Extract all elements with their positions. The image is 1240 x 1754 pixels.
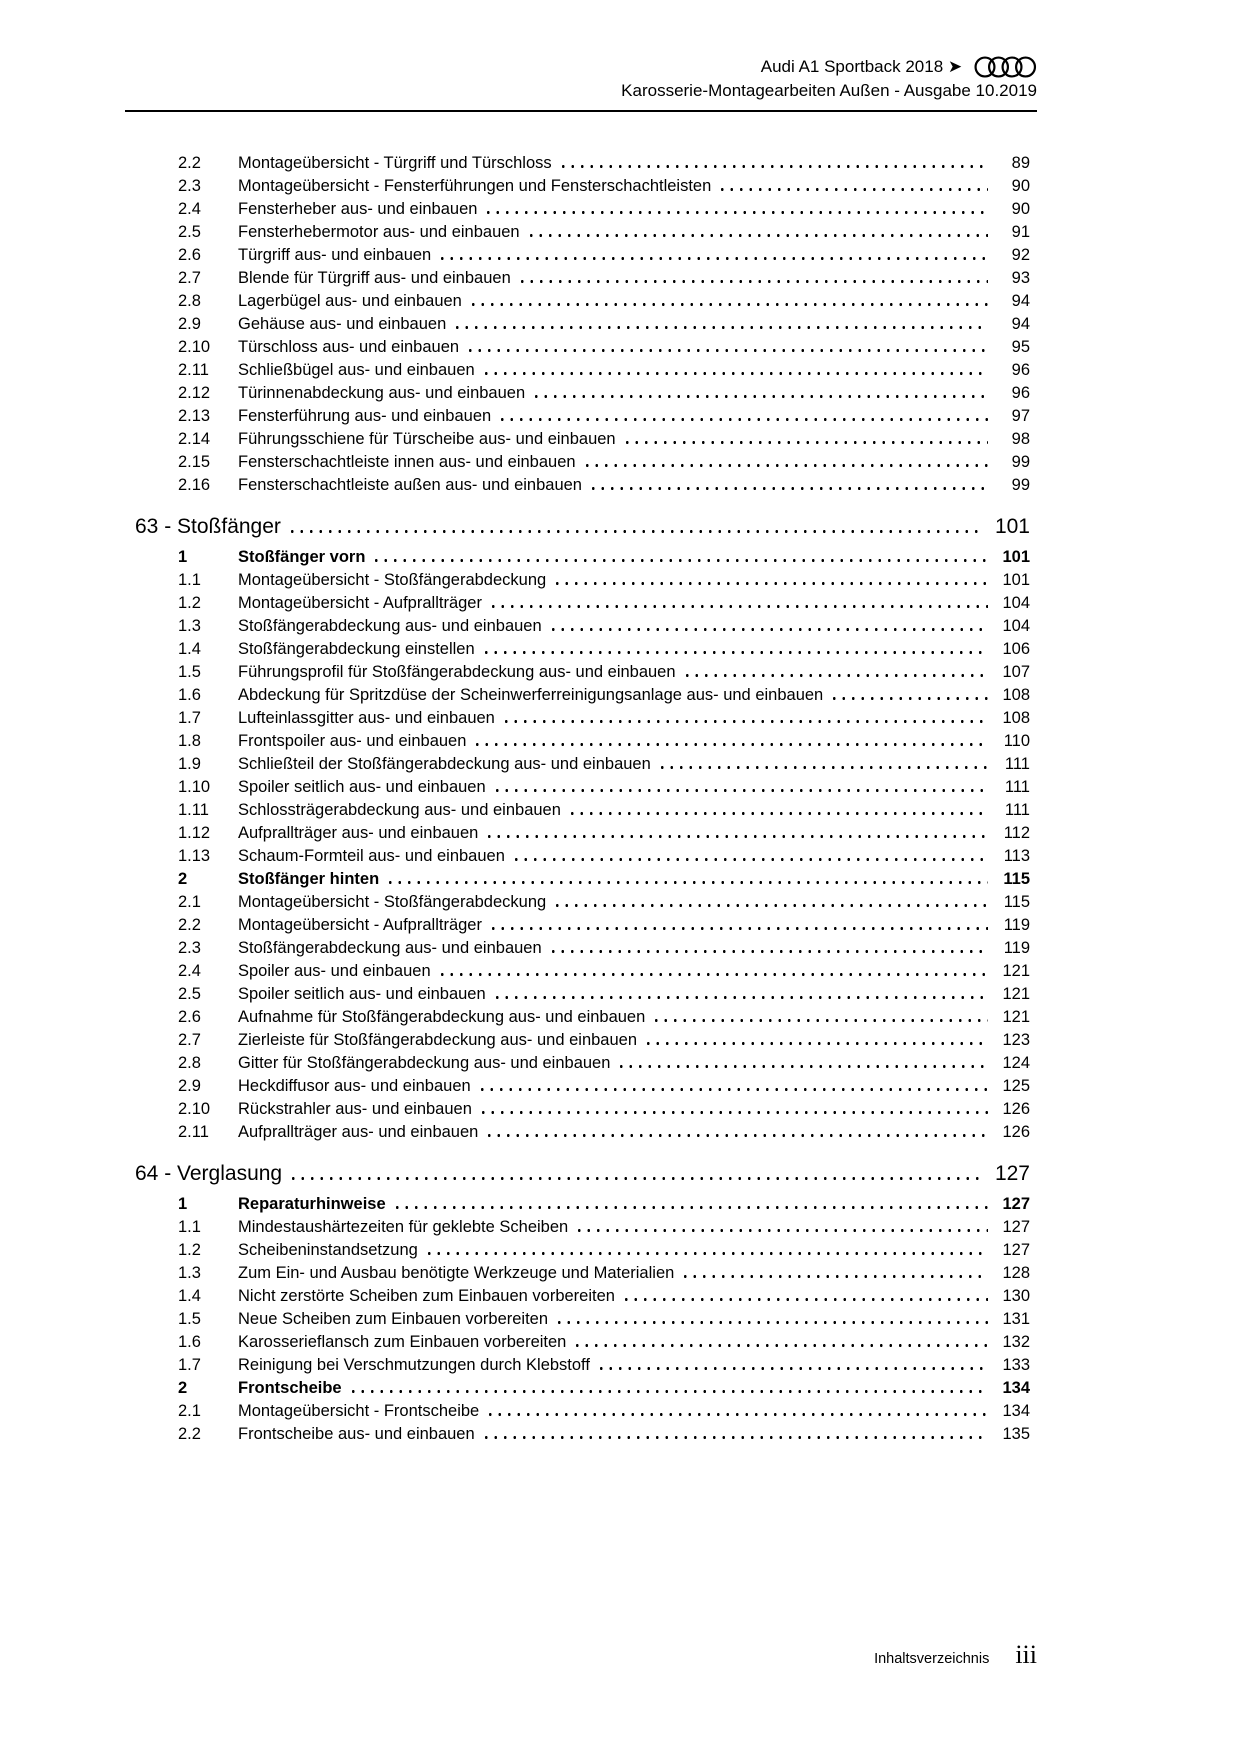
dot-leader [552, 950, 988, 953]
entry-title: Stoßfänger hinten [238, 870, 380, 888]
header-model-line [125, 56, 1037, 78]
dot-leader [428, 1252, 988, 1255]
entry-number: 2.2 [178, 1425, 201, 1443]
toc-entry [125, 290, 1037, 313]
entry-number: 2.6 [178, 1008, 201, 1026]
entry-title: Aufnahme für Stoßfängerabdeckung aus- und einbauen [238, 1008, 646, 1026]
dot-leader [396, 1206, 988, 1209]
dot-leader [482, 1111, 988, 1114]
chapter-page-number: 127 [994, 1162, 1030, 1185]
dot-leader [496, 789, 988, 792]
entry-title: Türschloss aus- und einbauen [238, 338, 460, 356]
entry-number: 1.5 [178, 1310, 201, 1328]
dot-leader [492, 927, 988, 930]
entry-number: 1.12 [178, 824, 211, 842]
entry-number: 1.6 [178, 686, 201, 704]
dot-leader [501, 418, 988, 421]
entry-title: Montageübersicht - Stoßfängerabdeckung [238, 571, 547, 589]
footer-page-number: iii [1015, 1640, 1037, 1669]
entry-page-number: 91 [1011, 223, 1030, 241]
entry-number: 1 [178, 1195, 188, 1213]
dot-leader [352, 1390, 988, 1393]
dot-leader [487, 211, 988, 214]
entry-title: Lagerbügel aus- und einbauen [238, 292, 462, 310]
entry-page-number: 95 [1011, 338, 1030, 356]
chapter-heading [125, 513, 1037, 541]
entry-page-number: 128 [1002, 1264, 1030, 1282]
dot-leader [488, 1134, 988, 1137]
toc-entry [125, 822, 1037, 845]
entry-number: 2.5 [178, 985, 201, 1003]
toc-entry [125, 684, 1037, 707]
entry-title: Gehäuse aus- und einbauen [238, 315, 447, 333]
entry-number: 1.7 [178, 709, 201, 727]
entry-number: 2.8 [178, 1054, 201, 1072]
dot-leader [661, 766, 988, 769]
entry-page-number: 115 [1003, 893, 1030, 911]
toc [125, 152, 1037, 1446]
entry-title: Montageübersicht - Aufprallträger [238, 594, 482, 612]
entry-number: 2.14 [178, 430, 211, 448]
toc-entry [125, 914, 1037, 937]
entry-number: 2.6 [178, 246, 201, 264]
entry-page-number: 123 [1002, 1031, 1030, 1049]
toc-entry [125, 707, 1037, 730]
toc-entry [125, 983, 1037, 1006]
entry-page-number: 135 [1002, 1425, 1030, 1443]
header-doc-title: Karosserie-Montagearbeiten Außen - Ausgabe 10.2019 [621, 81, 1037, 100]
entry-title: Schließbügel aus- und einbauen [238, 361, 475, 379]
dot-leader [515, 858, 988, 861]
entry-title: Reinigung bei Verschmutzungen durch Klebstoff [238, 1356, 590, 1374]
entry-title: Blende für Türgriff aus- und einbauen [238, 269, 511, 287]
dot-leader [833, 697, 988, 700]
dot-leader [721, 188, 988, 191]
chapter-title: 64 - Verglasung [135, 1162, 283, 1185]
entry-title: Stoßfänger vorn [238, 548, 366, 566]
toc-entry [125, 1029, 1037, 1052]
dot-leader [625, 1298, 988, 1301]
dot-leader [556, 904, 988, 907]
entry-number: 1.13 [178, 847, 211, 865]
dot-leader [535, 395, 988, 398]
toc-entry [125, 1285, 1037, 1308]
document-page [125, 0, 1037, 1446]
chapter-title: 63 - Stoßfänger [135, 515, 281, 538]
entry-title: Heckdiffusor aus- und einbauen [238, 1077, 471, 1095]
entry-title: Mindestaushärtezeiten für geklebte Scheiben [238, 1218, 569, 1236]
dot-leader [496, 996, 988, 999]
entry-page-number: 99 [1011, 453, 1030, 471]
entry-number: 2 [178, 1379, 188, 1397]
toc-entry [125, 175, 1037, 198]
entry-number: 2.5 [178, 223, 201, 241]
entry-title: Fensterheber aus- und einbauen [238, 200, 478, 218]
dot-leader [655, 1019, 988, 1022]
dot-leader [489, 1413, 988, 1416]
entry-number: 1.3 [178, 1264, 201, 1282]
entry-number: 2.11 [178, 361, 209, 379]
entry-number: 1.9 [178, 755, 201, 773]
entry-number: 1.1 [178, 571, 201, 589]
dot-leader [481, 1088, 988, 1091]
entry-number: 2.3 [178, 939, 201, 957]
toc-entry [125, 1216, 1037, 1239]
toc-entry [125, 359, 1037, 382]
entry-number: 2.9 [178, 1077, 201, 1095]
toc-entry [125, 1052, 1037, 1075]
entry-number: 1.2 [178, 1241, 201, 1259]
dot-leader [571, 812, 988, 815]
dot-leader [485, 1436, 988, 1439]
entry-title: Zum Ein- und Ausbau benötigte Werkzeuge und Materialien [238, 1264, 675, 1282]
entry-page-number: 115 [1003, 870, 1030, 888]
entry-title: Montageübersicht - Fensterführungen und Fensterschachtleisten [238, 177, 712, 195]
entry-title: Führungsprofil für Stoßfängerabdeckung aus- und einbauen [238, 663, 676, 681]
dot-leader [472, 303, 988, 306]
entry-title: Abdeckung für Spritzdüse der Scheinwerferreinigungsanlage aus- und einbauen [238, 686, 824, 704]
toc-entry [125, 845, 1037, 868]
dot-leader [620, 1065, 988, 1068]
entry-page-number: 134 [1002, 1379, 1030, 1397]
page-footer [125, 1640, 1037, 1670]
toc-entry [125, 615, 1037, 638]
entry-number: 1.8 [178, 732, 201, 750]
entry-page-number: 110 [1003, 732, 1030, 750]
entry-page-number: 121 [1002, 985, 1030, 1003]
toc-entry [125, 198, 1037, 221]
entry-page-number: 127 [1002, 1218, 1030, 1236]
entry-page-number: 90 [1011, 177, 1030, 195]
toc-entry [125, 474, 1037, 497]
dot-leader [469, 349, 988, 352]
dot-leader [562, 165, 988, 168]
toc-entry [125, 891, 1037, 914]
header-model-text: Audi A1 Sportback 2018 ➤ [760, 57, 963, 76]
entry-title: Schlossträgerabdeckung aus- und einbauen [238, 801, 561, 819]
page-header [125, 56, 1037, 112]
dot-leader [485, 372, 988, 375]
entry-title: Türgriff aus- und einbauen [238, 246, 432, 264]
entry-page-number: 111 [1004, 801, 1030, 819]
entry-title: Scheibeninstandsetzung [238, 1241, 418, 1259]
entry-page-number: 93 [1011, 269, 1030, 287]
entry-title: Lufteinlassgitter aus- und einbauen [238, 709, 495, 727]
entry-page-number: 113 [1003, 847, 1030, 865]
dot-leader [592, 487, 988, 490]
dot-leader [485, 651, 988, 654]
entry-title: Spoiler aus- und einbauen [238, 962, 431, 980]
dot-leader [558, 1321, 988, 1324]
entry-title: Schaum-Formteil aus- und einbauen [238, 847, 505, 865]
entry-title: Stoßfängerabdeckung einstellen [238, 640, 475, 658]
entry-number: 1.1 [178, 1218, 201, 1236]
dot-leader [389, 881, 988, 884]
toc-entry [125, 428, 1037, 451]
toc-entry [125, 799, 1037, 822]
entry-title: Montageübersicht - Türgriff und Türschloss [238, 154, 552, 172]
toc-entry [125, 960, 1037, 983]
entry-number: 2.7 [178, 1031, 201, 1049]
entry-page-number: 101 [1002, 571, 1030, 589]
entry-number: 2.8 [178, 292, 201, 310]
entry-number: 2.4 [178, 962, 201, 980]
dot-leader [686, 674, 988, 677]
entry-title: Fensterschachtleiste innen aus- und einbauen [238, 453, 576, 471]
dot-leader [552, 628, 988, 631]
dot-leader [292, 1177, 984, 1180]
toc-entry [125, 776, 1037, 799]
toc-entry [125, 730, 1037, 753]
toc-entry [125, 1239, 1037, 1262]
entry-title: Spoiler seitlich aus- und einbauen [238, 778, 486, 796]
entry-page-number: 94 [1011, 315, 1030, 333]
entry-title: Neue Scheiben zum Einbauen vorbereiten [238, 1310, 549, 1328]
entry-number: 2.16 [178, 476, 211, 494]
entry-number: 2.10 [178, 1100, 211, 1118]
entry-page-number: 131 [1002, 1310, 1030, 1328]
toc-entry [125, 546, 1037, 569]
entry-title: Türinnenabdeckung aus- und einbauen [238, 384, 526, 402]
entry-page-number: 133 [1002, 1356, 1030, 1374]
entry-page-number: 101 [1002, 548, 1030, 566]
entry-page-number: 111 [1004, 778, 1030, 796]
entry-page-number: 92 [1011, 246, 1030, 264]
entry-title: Nicht zerstörte Scheiben zum Einbauen vorbereiten [238, 1287, 615, 1305]
entry-page-number: 99 [1011, 476, 1030, 494]
entry-title: Fensterschachtleiste außen aus- und einbauen [238, 476, 582, 494]
entry-number: 1.10 [178, 778, 211, 796]
dot-leader [684, 1275, 988, 1278]
entry-page-number: 96 [1011, 361, 1030, 379]
entry-page-number: 97 [1011, 407, 1030, 425]
dot-leader [626, 441, 988, 444]
entry-number: 2 [178, 870, 188, 888]
entry-page-number: 111 [1004, 755, 1030, 773]
entry-title: Aufprallträger aus- und einbauen [238, 1123, 479, 1141]
dot-leader [505, 720, 988, 723]
entry-number: 2.7 [178, 269, 201, 287]
entry-page-number: 132 [1002, 1333, 1030, 1351]
entry-number: 2.2 [178, 916, 201, 934]
dot-leader [647, 1042, 988, 1045]
toc-entry [125, 1262, 1037, 1285]
toc-entry [125, 221, 1037, 244]
entry-page-number: 98 [1011, 430, 1030, 448]
dot-leader [476, 743, 988, 746]
entry-number: 1.7 [178, 1356, 201, 1374]
toc-entry [125, 1308, 1037, 1331]
entry-page-number: 126 [1002, 1123, 1030, 1141]
entry-page-number: 127 [1002, 1195, 1030, 1213]
toc-entry [125, 1354, 1037, 1377]
entry-page-number: 125 [1002, 1077, 1030, 1095]
dot-leader [291, 530, 984, 533]
entry-title: Montageübersicht - Frontscheibe [238, 1402, 480, 1420]
entry-number: 1.2 [178, 594, 201, 612]
entry-title: Fensterhebermotor aus- und einbauen [238, 223, 520, 241]
entry-page-number: 104 [1002, 617, 1030, 635]
dot-leader [441, 973, 988, 976]
entry-page-number: 106 [1002, 640, 1030, 658]
toc-entry [125, 382, 1037, 405]
dot-leader [488, 835, 988, 838]
entry-number: 2.1 [178, 893, 201, 911]
toc-entry [125, 244, 1037, 267]
entry-number: 2.3 [178, 177, 201, 195]
toc-entry [125, 405, 1037, 428]
entry-title: Zierleiste für Stoßfängerabdeckung aus- und einbauen [238, 1031, 638, 1049]
entry-number: 2.12 [178, 384, 211, 402]
entry-number: 2.4 [178, 200, 201, 218]
dot-leader [521, 280, 988, 283]
toc-entry [125, 937, 1037, 960]
toc-entry [125, 1075, 1037, 1098]
entry-number: 1.3 [178, 617, 201, 635]
entry-title: Gitter für Stoßfängerabdeckung aus- und einbauen [238, 1054, 611, 1072]
entry-page-number: 127 [1002, 1241, 1030, 1259]
entry-title: Frontscheibe aus- und einbauen [238, 1425, 475, 1443]
entry-number: 1.5 [178, 663, 201, 681]
entry-title: Reparaturhinweise [238, 1195, 386, 1213]
entry-number: 2.10 [178, 338, 211, 356]
toc-entry [125, 1006, 1037, 1029]
dot-leader [375, 559, 988, 562]
entry-title: Stoßfängerabdeckung aus- und einbauen [238, 939, 542, 957]
header-rule [125, 110, 1037, 112]
toc-entry [125, 336, 1037, 359]
entry-title: Montageübersicht - Aufprallträger [238, 916, 482, 934]
entry-number: 1.4 [178, 640, 201, 658]
entry-number: 2.1 [178, 1402, 201, 1420]
entry-page-number: 124 [1002, 1054, 1030, 1072]
entry-number: 2.11 [178, 1123, 209, 1141]
entry-number: 2.9 [178, 315, 201, 333]
entry-title: Karosserieflansch zum Einbauen vorbereiten [238, 1333, 567, 1351]
entry-title: Rückstrahler aus- und einbauen [238, 1100, 472, 1118]
dot-leader [530, 234, 988, 237]
toc-entry [125, 661, 1037, 684]
toc-entry [125, 152, 1037, 175]
dot-leader [578, 1229, 988, 1232]
entry-page-number: 112 [1003, 824, 1030, 842]
entry-title: Spoiler seitlich aus- und einbauen [238, 985, 486, 1003]
entry-number: 2.15 [178, 453, 211, 471]
entry-page-number: 121 [1002, 962, 1030, 980]
dot-leader [456, 326, 988, 329]
entry-page-number: 108 [1002, 709, 1030, 727]
entry-page-number: 121 [1002, 1008, 1030, 1026]
toc-entry [125, 313, 1037, 336]
toc-entry [125, 753, 1037, 776]
dot-leader [600, 1367, 988, 1370]
toc-entry [125, 868, 1037, 891]
toc-entry [125, 451, 1037, 474]
entry-number: 1.6 [178, 1333, 201, 1351]
entry-title: Stoßfängerabdeckung aus- und einbauen [238, 617, 542, 635]
dot-leader [586, 464, 988, 467]
entry-page-number: 96 [1011, 384, 1030, 402]
entry-title: Montageübersicht - Stoßfängerabdeckung [238, 893, 547, 911]
toc-entry [125, 1098, 1037, 1121]
audi-rings-logo [974, 56, 1037, 78]
toc-entry [125, 1193, 1037, 1216]
toc-entry [125, 638, 1037, 661]
toc-entry [125, 1377, 1037, 1400]
entry-number: 1.4 [178, 1287, 201, 1305]
entry-page-number: 130 [1002, 1287, 1030, 1305]
entry-number: 1 [178, 548, 188, 566]
toc-entry [125, 1423, 1037, 1446]
entry-number: 2.2 [178, 154, 201, 172]
entry-title: Frontscheibe [238, 1379, 342, 1397]
toc-entry [125, 592, 1037, 615]
entry-page-number: 126 [1002, 1100, 1030, 1118]
chapter-heading [125, 1160, 1037, 1188]
entry-title: Frontspoiler aus- und einbauen [238, 732, 467, 750]
entry-page-number: 134 [1002, 1402, 1030, 1420]
entry-number: 1.11 [178, 801, 209, 819]
dot-leader [556, 582, 988, 585]
dot-leader [492, 605, 988, 608]
entry-title: Aufprallträger aus- und einbauen [238, 824, 479, 842]
footer-label: Inhaltsverzeichnis [874, 1651, 990, 1667]
toc-entry [125, 1400, 1037, 1423]
toc-entry [125, 267, 1037, 290]
dot-leader [576, 1344, 988, 1347]
entry-title: Fensterführung aus- und einbauen [238, 407, 492, 425]
entry-page-number: 90 [1011, 200, 1030, 218]
entry-page-number: 94 [1011, 292, 1030, 310]
entry-page-number: 107 [1002, 663, 1030, 681]
entry-page-number: 119 [1003, 916, 1030, 934]
dot-leader [441, 257, 988, 260]
entry-title: Schließteil der Stoßfängerabdeckung aus- und einbauen [238, 755, 651, 773]
toc-entry [125, 569, 1037, 592]
entry-page-number: 89 [1011, 154, 1030, 172]
entry-title: Führungsschiene für Türscheibe aus- und einbauen [238, 430, 616, 448]
toc-entry [125, 1331, 1037, 1354]
entry-page-number: 108 [1002, 686, 1030, 704]
toc-entry [125, 1121, 1037, 1144]
entry-number: 2.13 [178, 407, 211, 425]
chapter-page-number: 101 [994, 515, 1030, 538]
entry-page-number: 119 [1003, 939, 1030, 957]
entry-page-number: 104 [1002, 594, 1030, 612]
